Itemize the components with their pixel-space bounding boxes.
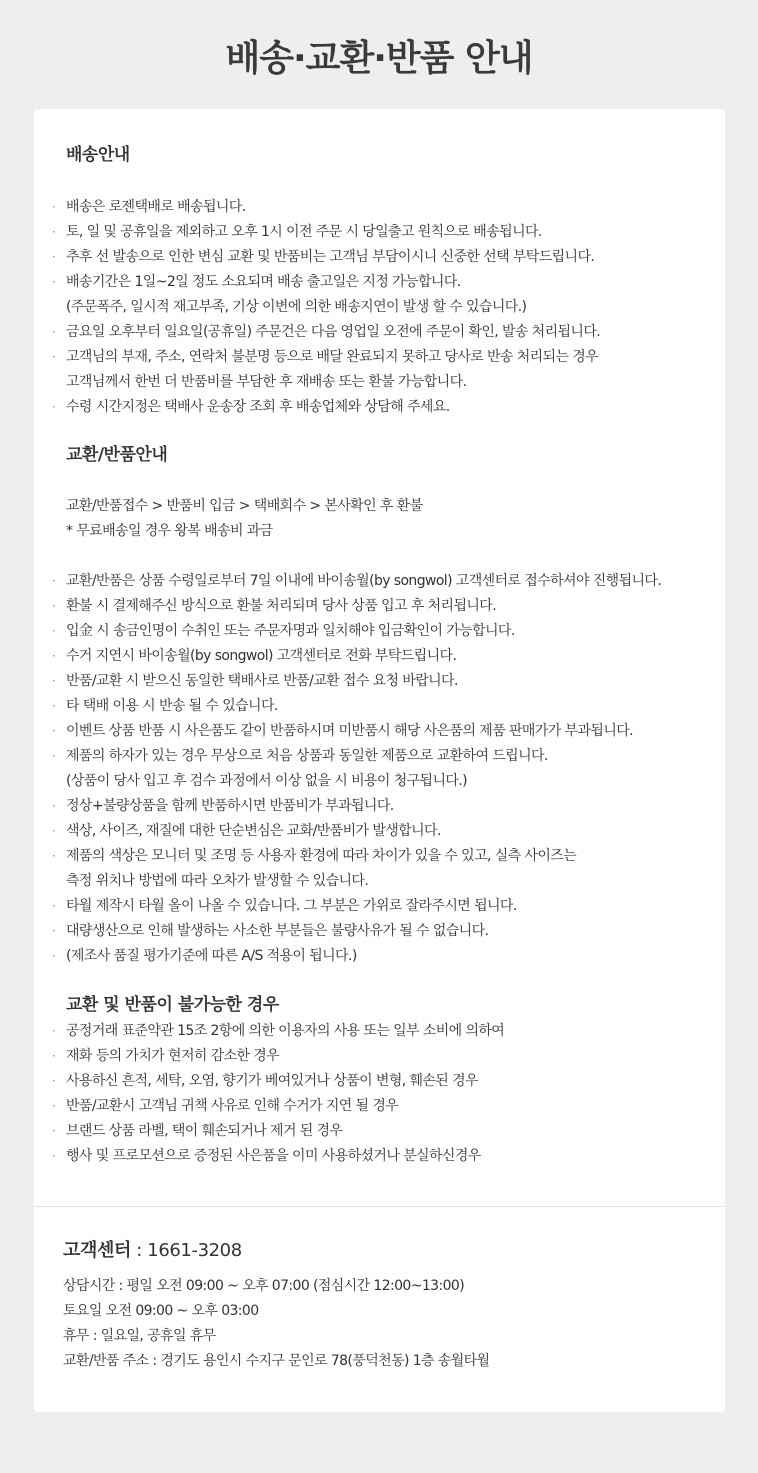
list-item-text: 재화 등의 가치가 현저히 감소한 경우 (66, 1048, 280, 1064)
bullet-dot-icon: · (52, 924, 56, 938)
bullet-dot-icon: · (52, 1024, 56, 1038)
list-item (34, 395, 725, 420)
list-item (34, 694, 725, 719)
list-item-text: 색상, 사이즈, 재질에 대한 단순변심은 교화/반품비가 발생합니다. (66, 823, 441, 839)
bullet-dot-icon: · (52, 749, 56, 763)
list-item (34, 220, 725, 245)
list-item-text: 금요일 오후부터 일요일(공휴일) 주문건은 다음 영업일 오전에 주문이 확인, 발송 처리됩니다. (66, 324, 601, 340)
list-item-text: 수령 시간지정은 택배사 운송장 조회 후 배송업체와 상담해 주세요. (66, 399, 450, 415)
bullet-dot-icon: · (52, 649, 56, 663)
bullet-dot-icon: · (52, 849, 56, 863)
list-item-text: 반품/교환시 고객님 귀책 사유로 인해 수거가 지연 될 경우 (66, 1098, 399, 1114)
list-item (34, 1044, 725, 1069)
list-item-text-continued: 측정 위치나 방법에 따라 오차가 발생할 수 있습니다. (66, 873, 369, 889)
list-item (34, 669, 725, 694)
consult-hours: 상담시간 : 평일 오전 09:00 ~ 오후 07:00 (점심시간 12:00~13:00) (63, 1278, 465, 1294)
page-title: 배송·교환·반품 안내 (225, 38, 533, 79)
list-item (34, 1094, 725, 1119)
bullet-dot-icon: · (52, 799, 56, 813)
list-item (34, 794, 725, 819)
list-item-text: 반품/교환 시 받으신 동일한 택배사로 반품/교환 접수 요청 바랍니다. (66, 673, 458, 689)
list-item (34, 1144, 725, 1169)
list-item-text: 추후 선 발송으로 인한 변심 교환 및 반품비는 고객님 부담이시니 신중한 선택 부탁드립니다. (66, 249, 595, 265)
bullet-dot-icon: · (52, 724, 56, 738)
exchange-flow-steps: 교환/반품접수 > 반품비 입금 > 택배회수 > 본사확인 후 환불 (66, 498, 423, 514)
list-item-text: 배송은 로젠택배로 배송됩니다. (66, 199, 246, 215)
list-item (34, 345, 725, 395)
list-item (34, 744, 725, 794)
list-item (34, 644, 725, 669)
list-item-text: (제조사 품질 평가기준에 따른 A/S 적용이 됩니다.) (66, 948, 357, 964)
bullet-dot-icon: · (52, 624, 56, 638)
bullet-dot-icon: · (52, 400, 56, 414)
list-item (34, 320, 725, 345)
free-shipping-note: * 무료배송일 경우 왕복 배송비 과금 (66, 523, 273, 539)
list-item-text: 배송기간은 1일~2일 정도 소요되며 배송 출고일은 지정 가능합니다. (66, 274, 461, 290)
bullet-dot-icon: · (52, 200, 56, 214)
exchange-section-title: 교환/반품안내 (66, 445, 168, 465)
list-item (34, 719, 725, 744)
not-allowed-list (34, 1019, 725, 1169)
list-item-text: 타 택배 이용 시 반송 될 수 있습니다. (66, 698, 278, 714)
list-item-text: 정상+불량상품을 함께 반품하시면 반품비가 부과됩니다. (66, 798, 394, 814)
list-item-text-continued: (상품이 당사 입고 후 검수 과정에서 이상 없을 시 비용이 청구됩니다.) (66, 773, 468, 789)
return-address: 교환/반품 주소 : 경기도 용인시 수지구 문인로 78(풍덕천동) 1층 송월타월 (63, 1353, 490, 1369)
list-item-text: 브랜드 상품 라벨, 택이 훼손되거나 제거 된 경우 (66, 1123, 343, 1139)
list-item (34, 944, 725, 969)
list-item-text: 제품의 하자가 있는 경우 무상으로 처음 상품과 동일한 제품으로 교환하여 드립니다. (66, 748, 548, 764)
list-item (34, 1019, 725, 1044)
info-card (34, 109, 725, 1412)
customer-center-heading (63, 1238, 242, 1264)
divider (34, 1206, 725, 1207)
list-item (34, 245, 725, 270)
list-item (34, 1069, 725, 1094)
list-item-text: 고객님의 부재, 주소, 연락처 불분명 등으로 배달 완료되지 못하고 당사로 반송 처리되는 경우 (66, 349, 599, 365)
list-item-text: 입金 시 송금인명이 수취인 또는 주문자명과 일치해야 입금확인이 가능합니다. (66, 623, 515, 639)
list-item (34, 594, 725, 619)
bullet-dot-icon: · (52, 325, 56, 339)
list-item-text: 토, 일 및 공휴일을 제외하고 오후 1시 이전 주문 시 당일출고 원칙으로 배송됩니다. (66, 224, 542, 240)
list-item-text: 이벤트 상품 반품 시 사은품도 같이 반품하시며 미반품시 해당 사은품의 제품 판매가가 부과됩니다. (66, 723, 634, 739)
bullet-dot-icon: · (52, 574, 56, 588)
bullet-dot-icon: · (52, 599, 56, 613)
list-item (34, 619, 725, 644)
delivery-list (34, 195, 725, 420)
customer-center-info (63, 1274, 489, 1374)
list-item-text: 타월 제작시 타월 올이 나올 수 있습니다. 그 부분은 가위로 잘라주시면 됩니다. (66, 898, 517, 914)
bullet-dot-icon: · (52, 699, 56, 713)
list-item-text: 대량생산으로 인해 발생하는 사소한 부분들은 불량사유가 될 수 없습니다. (66, 923, 489, 939)
list-item (34, 919, 725, 944)
list-item (34, 844, 725, 894)
bullet-dot-icon: · (52, 1074, 56, 1088)
customer-center-separator: : (130, 1240, 148, 1261)
bullet-dot-icon: · (52, 250, 56, 264)
list-item-text: 교환/반품은 상품 수령일로부터 7일 이내에 바이송월(by songwol) 고객센터로 접수하셔야 진행됩니다. (66, 573, 662, 589)
holiday-info: 휴무 : 일요일, 공휴일 휴무 (63, 1328, 216, 1344)
list-item-text-continued: (주문폭주, 일시적 재고부족, 기상 이변에 의한 배송지연이 발생 할 수 있습니다.) (66, 299, 527, 315)
bullet-dot-icon: · (52, 674, 56, 688)
list-item-text: 제품의 색상은 모니터 및 조명 등 사용자 환경에 따라 차이가 있을 수 있고, 실측 사이즈는 (66, 848, 577, 864)
exchange-flow (66, 494, 423, 544)
list-item (34, 819, 725, 844)
list-item-text-continued: 고객님께서 한번 더 반품비를 부담한 후 재배송 또는 환불 가능합니다. (66, 374, 467, 390)
delivery-section-title: 배송안내 (66, 145, 130, 165)
bullet-dot-icon: · (52, 949, 56, 963)
saturday-hours: 토요일 오전 09:00 ~ 오후 03:00 (63, 1303, 259, 1319)
list-item-text: 공정거래 표준약관 15조 2항에 의한 이용자의 사용 또는 일부 소비에 의하여 (66, 1023, 505, 1039)
list-item (34, 894, 725, 919)
list-item-text: 수거 지연시 바이송월(by songwol) 고객센터로 전화 부탁드립니다. (66, 648, 457, 664)
list-item (34, 195, 725, 220)
list-item-text: 환불 시 결제해주신 방식으로 환불 처리되며 당사 상품 입고 후 처리됩니다. (66, 598, 497, 614)
list-item-text: 행사 및 프로모션으로 증정된 사은품을 이미 사용하셨거나 분실하신경우 (66, 1148, 481, 1164)
customer-center-phone: 1661-3208 (147, 1240, 242, 1261)
bullet-dot-icon: · (52, 225, 56, 239)
bullet-dot-icon: · (52, 899, 56, 913)
list-item (34, 270, 725, 320)
bullet-dot-icon: · (52, 275, 56, 289)
not-allowed-section-title: 교환 및 반품이 불가능한 경우 (66, 995, 279, 1015)
bullet-dot-icon: · (52, 1099, 56, 1113)
bullet-dot-icon: · (52, 1149, 56, 1163)
bullet-dot-icon: · (52, 824, 56, 838)
customer-center-label: 고객센터 (63, 1240, 131, 1261)
bullet-dot-icon: · (52, 1049, 56, 1063)
bullet-dot-icon: · (52, 1124, 56, 1138)
list-item (34, 1119, 725, 1144)
list-item (34, 569, 725, 594)
list-item-text: 사용하신 흔적, 세탁, 오염, 향기가 베여있거나 상품이 변형, 훼손된 경우 (66, 1073, 478, 1089)
exchange-list (34, 569, 725, 969)
bullet-dot-icon: · (52, 350, 56, 364)
